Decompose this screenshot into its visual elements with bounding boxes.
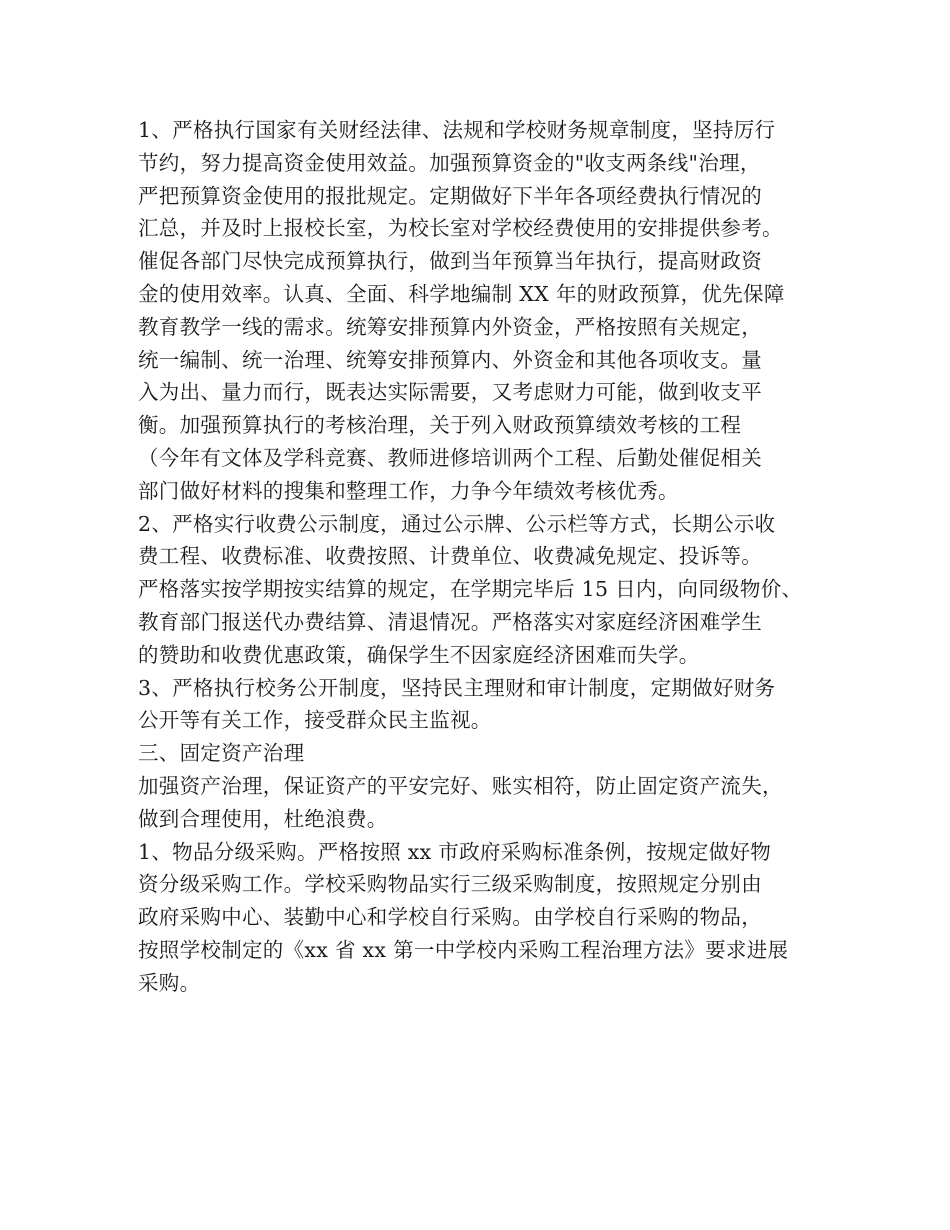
paragraph-asset-intro — [138, 770, 828, 836]
section-heading — [138, 737, 828, 770]
text-line: 2、严格实行收费公示制度，通过公示牌、公示栏等方式，长期公示收 — [138, 511, 776, 536]
text-line: 金的使用效率。认真、全面、科学地编制 XX 年的财政预算，优先保障 — [138, 281, 785, 306]
paragraph-procurement — [138, 836, 828, 1000]
text-line: 1、物品分级采购。严格按照 xx 市政府采购标准条例，按规定做好物 — [138, 839, 772, 864]
text-line: 采购。 — [138, 970, 201, 995]
text-line: 做到合理使用，杜绝浪费。 — [138, 806, 388, 831]
text-line: 按照学校制定的《xx 省 xx 第一中学校内采购工程治理方法》要求进展 — [138, 937, 789, 962]
text-line: 资分级采购工作。学校采购物品实行三级采购制度，按照规定分别由 — [138, 872, 762, 897]
paragraph-budget-management — [138, 114, 828, 508]
paragraph-fee-disclosure — [138, 508, 828, 672]
text-line: 教育部门报送代办费结算、清退情况。严格落实对家庭经济困难学生 — [138, 609, 762, 634]
text-line: 汇总，并及时上报校长室，为校长室对学校经费使用的安排提供参考。 — [138, 216, 783, 241]
text-line: 统一编制、统一治理、统筹安排预算内、外资金和其他各项收支。量 — [138, 347, 762, 372]
text-line: 的赞助和收费优惠政策，确保学生不因家庭经济困难而失学。 — [138, 642, 700, 667]
text-line: 衡。加强预算执行的考核治理，关于列入财政预算绩效考核的工程 — [138, 413, 742, 438]
text-line: 费工程、收费标准、收费按照、计费单位、收费减免规定、投诉等。 — [138, 544, 762, 569]
text-line: （今年有文体及学科竞赛、教师进修培训两个工程、后勤处催促相关 — [138, 445, 762, 470]
text-line: 加强资产治理，保证资产的平安完好、账实相符，防止固定资产流失， — [138, 773, 783, 798]
heading-line: 三、固定资产治理 — [138, 741, 305, 766]
text-line: 入为出、量力而行，既表达实际需要，又考虑财力可能，做到收支平 — [138, 380, 762, 405]
text-line: 政府采购中心、装勤中心和学校自行采购。由学校自行采购的物品， — [138, 905, 762, 930]
text-line: 节约，努力提高资金使用效益。加强预算资金的"收支两条线"治理， — [138, 150, 761, 175]
text-line: 1、严格执行国家有关财经法律、法规和学校财务规章制度，坚持厉行 — [138, 118, 776, 142]
document-body — [138, 114, 828, 1000]
text-line: 教育教学一线的需求。统筹安排预算内外资金，严格按照有关规定， — [138, 314, 762, 339]
text-line: 严格落实按学期按实结算的规定，在学期完毕后 15 日内，向同级物价、 — [138, 577, 803, 602]
text-line: 3、严格执行校务公开制度，坚持民主理财和审计制度，定期做好财务 — [138, 675, 776, 700]
text-line: 催促各部门尽快完成预算执行，做到当年预算当年执行，提高财政资 — [138, 249, 762, 274]
paragraph-school-affairs — [138, 672, 828, 738]
text-line: 部门做好材料的搜集和整理工作，力争今年绩效考核优秀。 — [138, 478, 679, 503]
text-line: 严把预算资金使用的报批规定。定期做好下半年各项经费执行情况的 — [138, 183, 762, 208]
text-line: 公开等有关工作，接受群众民主监视。 — [138, 708, 492, 733]
